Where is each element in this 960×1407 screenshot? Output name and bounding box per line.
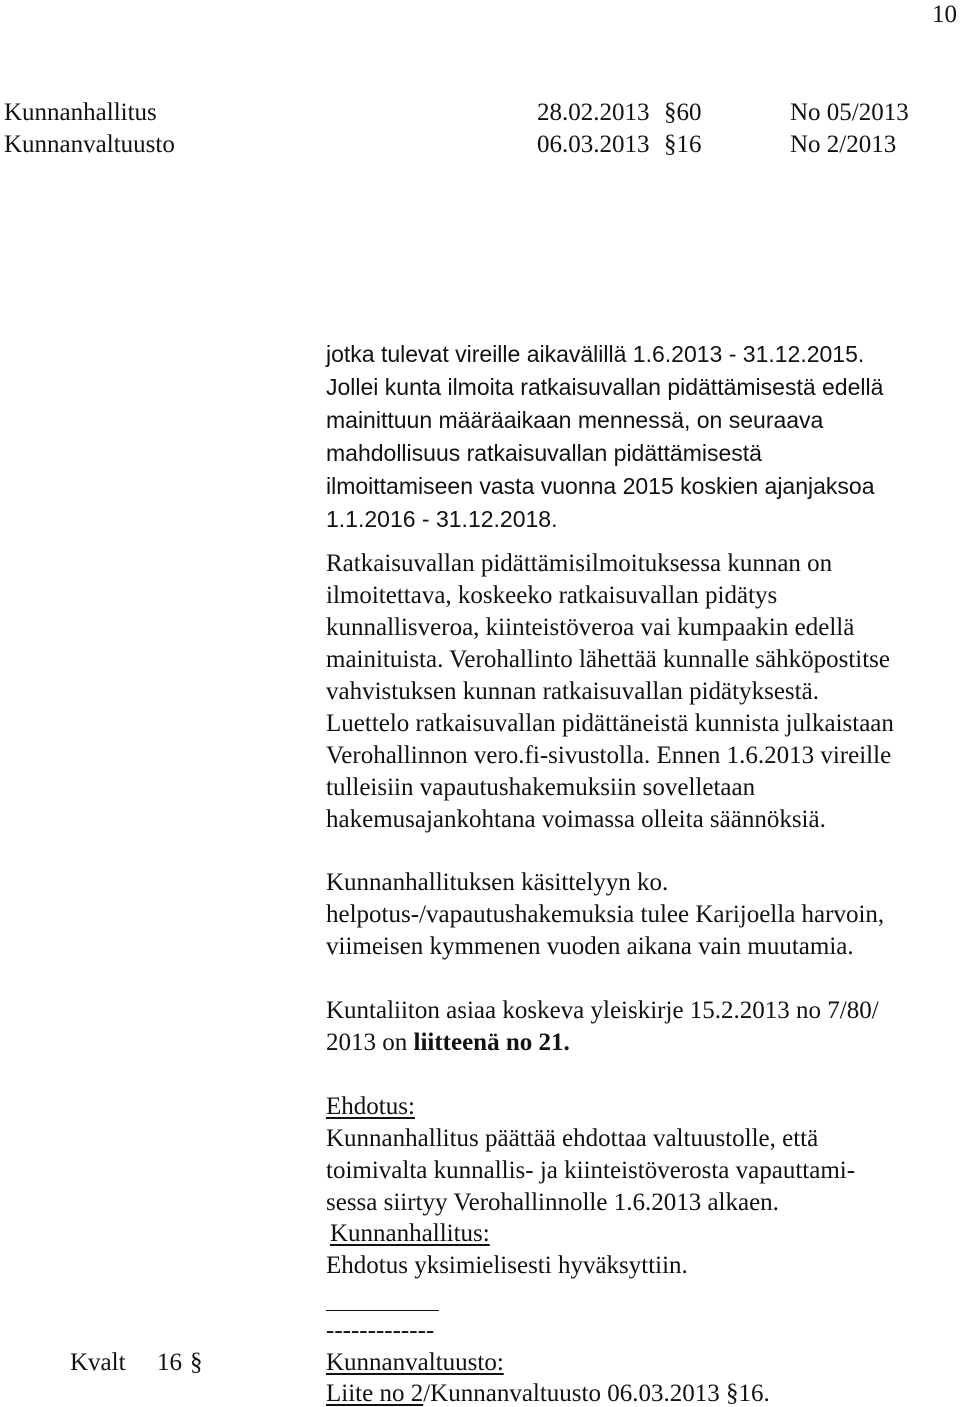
proposal-heading: Ehdotus:: [326, 1093, 415, 1120]
attachment-ref-bold: liitteenä no 21.: [413, 1029, 570, 1056]
paragraph-line: tulleisiin vapautushakemuksiin sovelletaan: [326, 774, 756, 801]
paragraph-line: jotka tulevat vireille aikavälillä 1.6.2013 - 31.12.2015.: [326, 341, 865, 367]
paragraph-line: 1.1.2016 - 31.12.2018.: [326, 506, 558, 532]
attachment-text: /Kunnanvaltuusto 06.03.2013 §16.: [423, 1380, 770, 1407]
paragraph-line: viimeisen kymmenen vuoden aikana vain muutamia.: [326, 933, 854, 960]
header-body-council: Kunnanvaltuusto: [4, 131, 175, 158]
header-docno-board: No 05/2013: [790, 99, 909, 126]
paragraph-line: Ratkaisuvallan pidättämisilmoituksessa kunnan on: [326, 550, 833, 577]
paragraph-line: Kuntaliiton asiaa koskeva yleiskirje 15.2.2013 no 7/80/: [326, 997, 879, 1024]
paragraph-line: Verohallinnon vero.fi-sivustolla. Ennen 1.6.2013 vireille: [326, 742, 892, 769]
attachment-link[interactable]: Liite no 2: [326, 1380, 424, 1407]
paragraph-line: Kunnanhallitus päättää ehdottaa valtuustolle, että: [326, 1125, 819, 1152]
header-date-board: 28.02.2013: [537, 99, 650, 126]
board-decision: Ehdotus yksimielisesti hyväksyttiin.: [326, 1252, 688, 1279]
paragraph-line: kunnallisveroa, kiinteistöveroa vai kumpaakin edellä: [326, 614, 855, 641]
paragraph-line: ilmoittamiseen vasta vuonna 2015 koskien ajanjaksoa: [326, 473, 875, 499]
paragraph-line: Luettelo ratkaisuvallan pidättäneistä kunnista julkaistaan: [326, 710, 894, 737]
paragraph-line: mahdollisuus ratkaisuvallan pidättämisestä: [326, 440, 762, 466]
separator-dashes: -------------: [326, 1317, 435, 1344]
section-mark: §: [190, 1349, 203, 1376]
paragraph-line: toimivalta kunnallis- ja kiinteistöverosta vapauttami-: [326, 1157, 856, 1184]
header-section-board: §60: [664, 99, 702, 126]
paragraph-line: ilmoitettava, koskeeko ratkaisuvallan pidätys: [326, 582, 778, 609]
separator-rule: [326, 1310, 439, 1311]
paragraph-line: Jollei kunta ilmoita ratkaisuvallan pidättämisestä edellä: [326, 374, 884, 400]
attachment-line: [326, 1381, 770, 1406]
header-section-council: §16: [664, 131, 702, 158]
margin-note-label: Kvalt: [70, 1349, 126, 1376]
paragraph-line: helpotus-/vapautushakemuksia tulee Karijoella harvoin,: [326, 901, 885, 928]
paragraph-line: Kunnanhallituksen käsittelyyn ko.: [326, 869, 669, 896]
header-docno-council: No 2/2013: [790, 131, 897, 158]
margin-note-number: 16: [157, 1349, 182, 1376]
header-body-board: Kunnanhallitus: [4, 99, 157, 126]
paragraph-line: hakemusajankohtana voimassa olleita säännöksiä.: [326, 806, 826, 833]
board-heading: Kunnanhallitus:: [330, 1220, 490, 1247]
paragraph-line: [326, 1030, 570, 1055]
paragraph-line: mainituista. Verohallinto lähettää kunnalle sähköpostitse: [326, 646, 891, 673]
paragraph-line: vahvistuksen kunnan ratkaisuvallan pidätyksestä.: [326, 678, 819, 705]
page-number: 10: [932, 1, 957, 28]
paragraph-line: mainittuun määräaikaan mennessä, on seuraava: [326, 407, 824, 433]
council-heading: Kunnanvaltuusto:: [326, 1349, 504, 1376]
header-date-council: 06.03.2013: [537, 131, 650, 158]
paragraph-line: sessa siirtyy Verohallinnolle 1.6.2013 alkaen.: [326, 1189, 779, 1216]
attachment-ref-prefix: 2013 on: [326, 1029, 414, 1056]
